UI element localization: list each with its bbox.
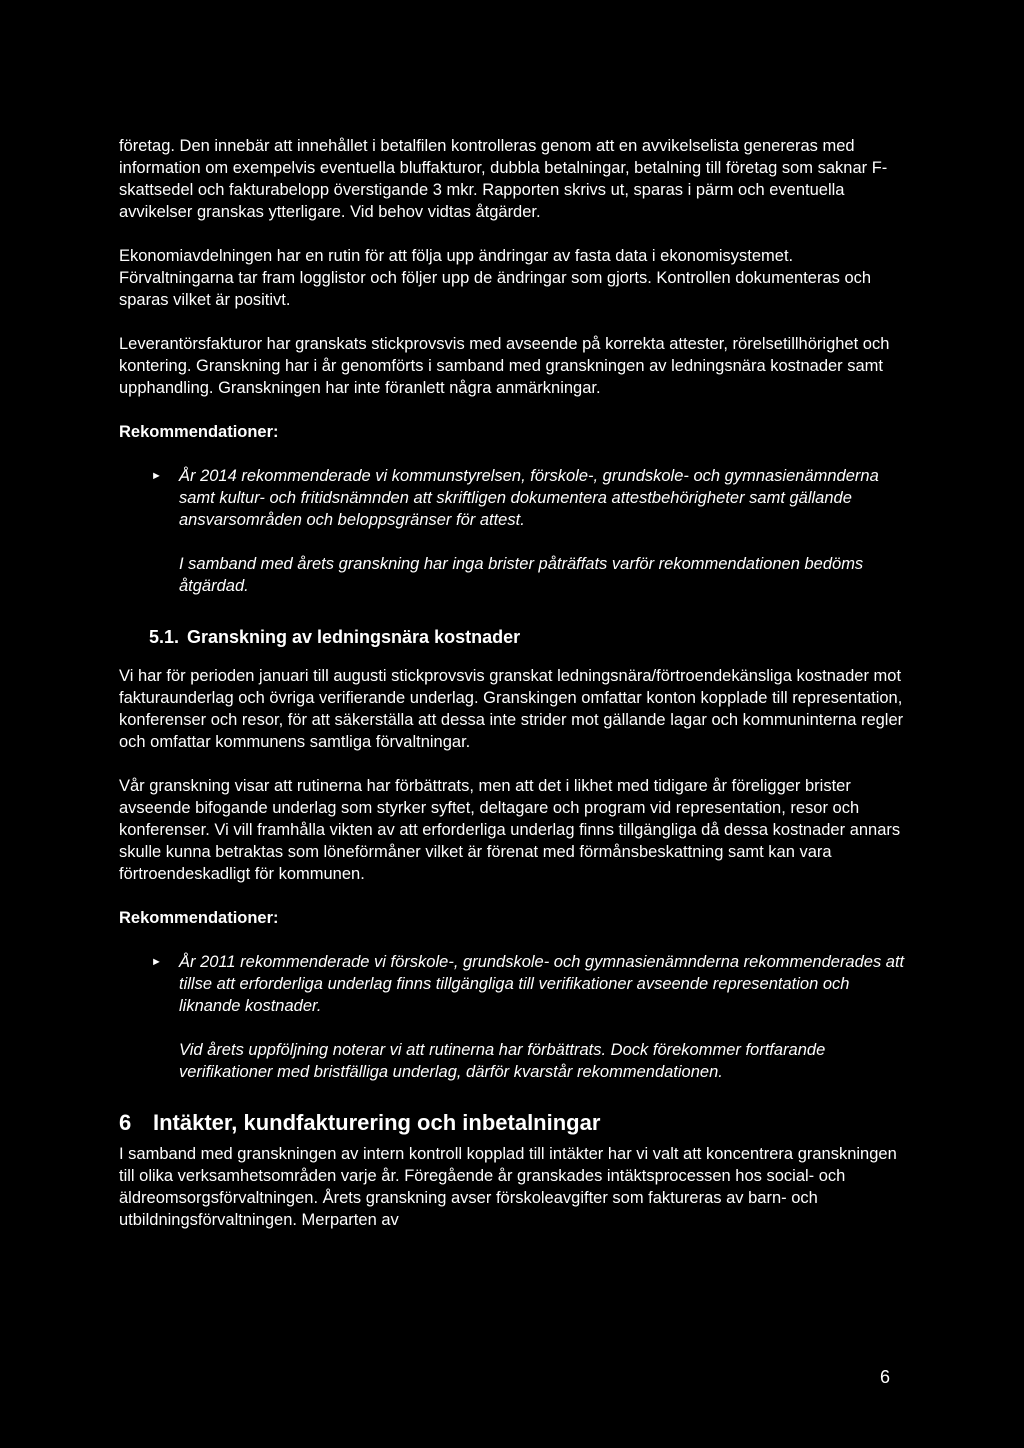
body-paragraph: Vi har för perioden januari till augusti stickprovsvis granskat ledningsnära/förtroendekänsliga kostnader mot fakturaunderlag och övriga verifierande underlag. Granskingen omfattar konton kopplade till representation, konferenser och resor, för att säkerställa att dessa inte strider mot gällande lagar och kommuninterna regler och omfattar kommunens samtliga förvaltningar.: [119, 667, 904, 751]
body-paragraph: Vår granskning visar att rutinerna har förbättrats, men att det i likhet med tidigare år föreligger brister avseende bifogande underlag som styrker syftet, deltagare och program vid representation, resor och konferenser. Vi vill framhålla vikten av att erforderliga underlag finns tillgängliga då dessa kostnader annars skulle kunna betraktas som löneförmåner vilket är förenat med förmånsbeskattning samt kan vara förtroendeskadligt för kommunen.: [119, 777, 901, 883]
body-paragraph: Ekonomiavdelningen har en rutin för att följa upp ändringar av fasta data i ekonomisystemet. Förvaltningarna tar fram logglistor och följer upp de ändringar som gjorts. Kontrollen dokumenteras och sparas vilket är positivt.: [119, 247, 872, 309]
section-title: Granskning av ledningsnära kostnader: [187, 627, 521, 647]
document-page: [119, 135, 909, 1231]
chapter-number: 6: [119, 1110, 132, 1135]
body-paragraph: Leverantörsfakturor har granskats stickprovsvis med avseende på korrekta attester, rörelsetillhörighet och kontering. Granskning har i år genomförts i samband med granskningen av ledningsnära kostnader samt upphandling. Granskningen har inte föranlett några anmärkningar.: [119, 335, 890, 397]
recommendation-text: År 2011 rekommenderade vi förskole-, grundskole- och gymnasienämnderna rekommenderades att tillse att erforderliga underlag finns tillgängliga till verifikationer avseende representation och liknande kostnader.: [179, 953, 905, 1015]
recommendations-heading: Rekommendationer:: [119, 909, 279, 927]
bullet-arrow-icon: ►: [151, 470, 162, 482]
recommendation-followup: I samband med årets granskning har inga brister påträffats varför rekommendationen bedöms åtgärdad.: [179, 555, 864, 595]
chapter-heading-6: [119, 1109, 909, 1137]
recommendation-item: [119, 465, 909, 597]
recommendations-heading: Rekommendationer:: [119, 423, 279, 441]
chapter-title: Intäkter, kundfakturering och inbetalningar: [153, 1110, 601, 1135]
body-paragraph: företag. Den innebär att innehållet i betalfilen kontrolleras genom att en avvikelselista genereras med information om exempelvis eventuella bluffakturor, dubbla betalningar, betalning till företag som saknar F-skattsedel och fakturabelopp överstigande 3 mkr. Rapporten skrivs ut, sparas i pärm och eventuella avvikelser granskas ytterligare. Vid behov vidtas åtgärder.: [119, 137, 888, 221]
recommendation-item: [119, 951, 909, 1083]
recommendation-followup: Vid årets uppföljning noterar vi att rutinerna har förbättrats. Dock förekommer fortfarande verifikationer med bristfälliga underlag, därför kvarstår rekommendationen.: [179, 1041, 826, 1081]
page-number: 6: [880, 1367, 891, 1387]
section-heading-5-1: [119, 625, 909, 649]
section-number: 5.1.: [149, 627, 180, 647]
recommendation-text: År 2014 rekommenderade vi kommunstyrelsen, förskole-, grundskole- och gymnasienämnderna samt kultur- och fritidsnämnden att skriftligen dokumentera attestbehörigheter samt gällande ansvarsområden och beloppsgränser för attest.: [179, 467, 879, 529]
bullet-arrow-icon: ►: [151, 956, 162, 968]
body-paragraph: I samband med granskningen av intern kontroll kopplad till intäkter har vi valt att koncentrera granskningen till olika verksamhetsområden varje år. Föregående år granskades intäktsprocessen hos social- och äldreomsorgsförvaltningen. Årets granskning avser förskoleavgifter som faktureras av barn- och utbildningsförvaltningen. Merparten av: [119, 1145, 897, 1229]
